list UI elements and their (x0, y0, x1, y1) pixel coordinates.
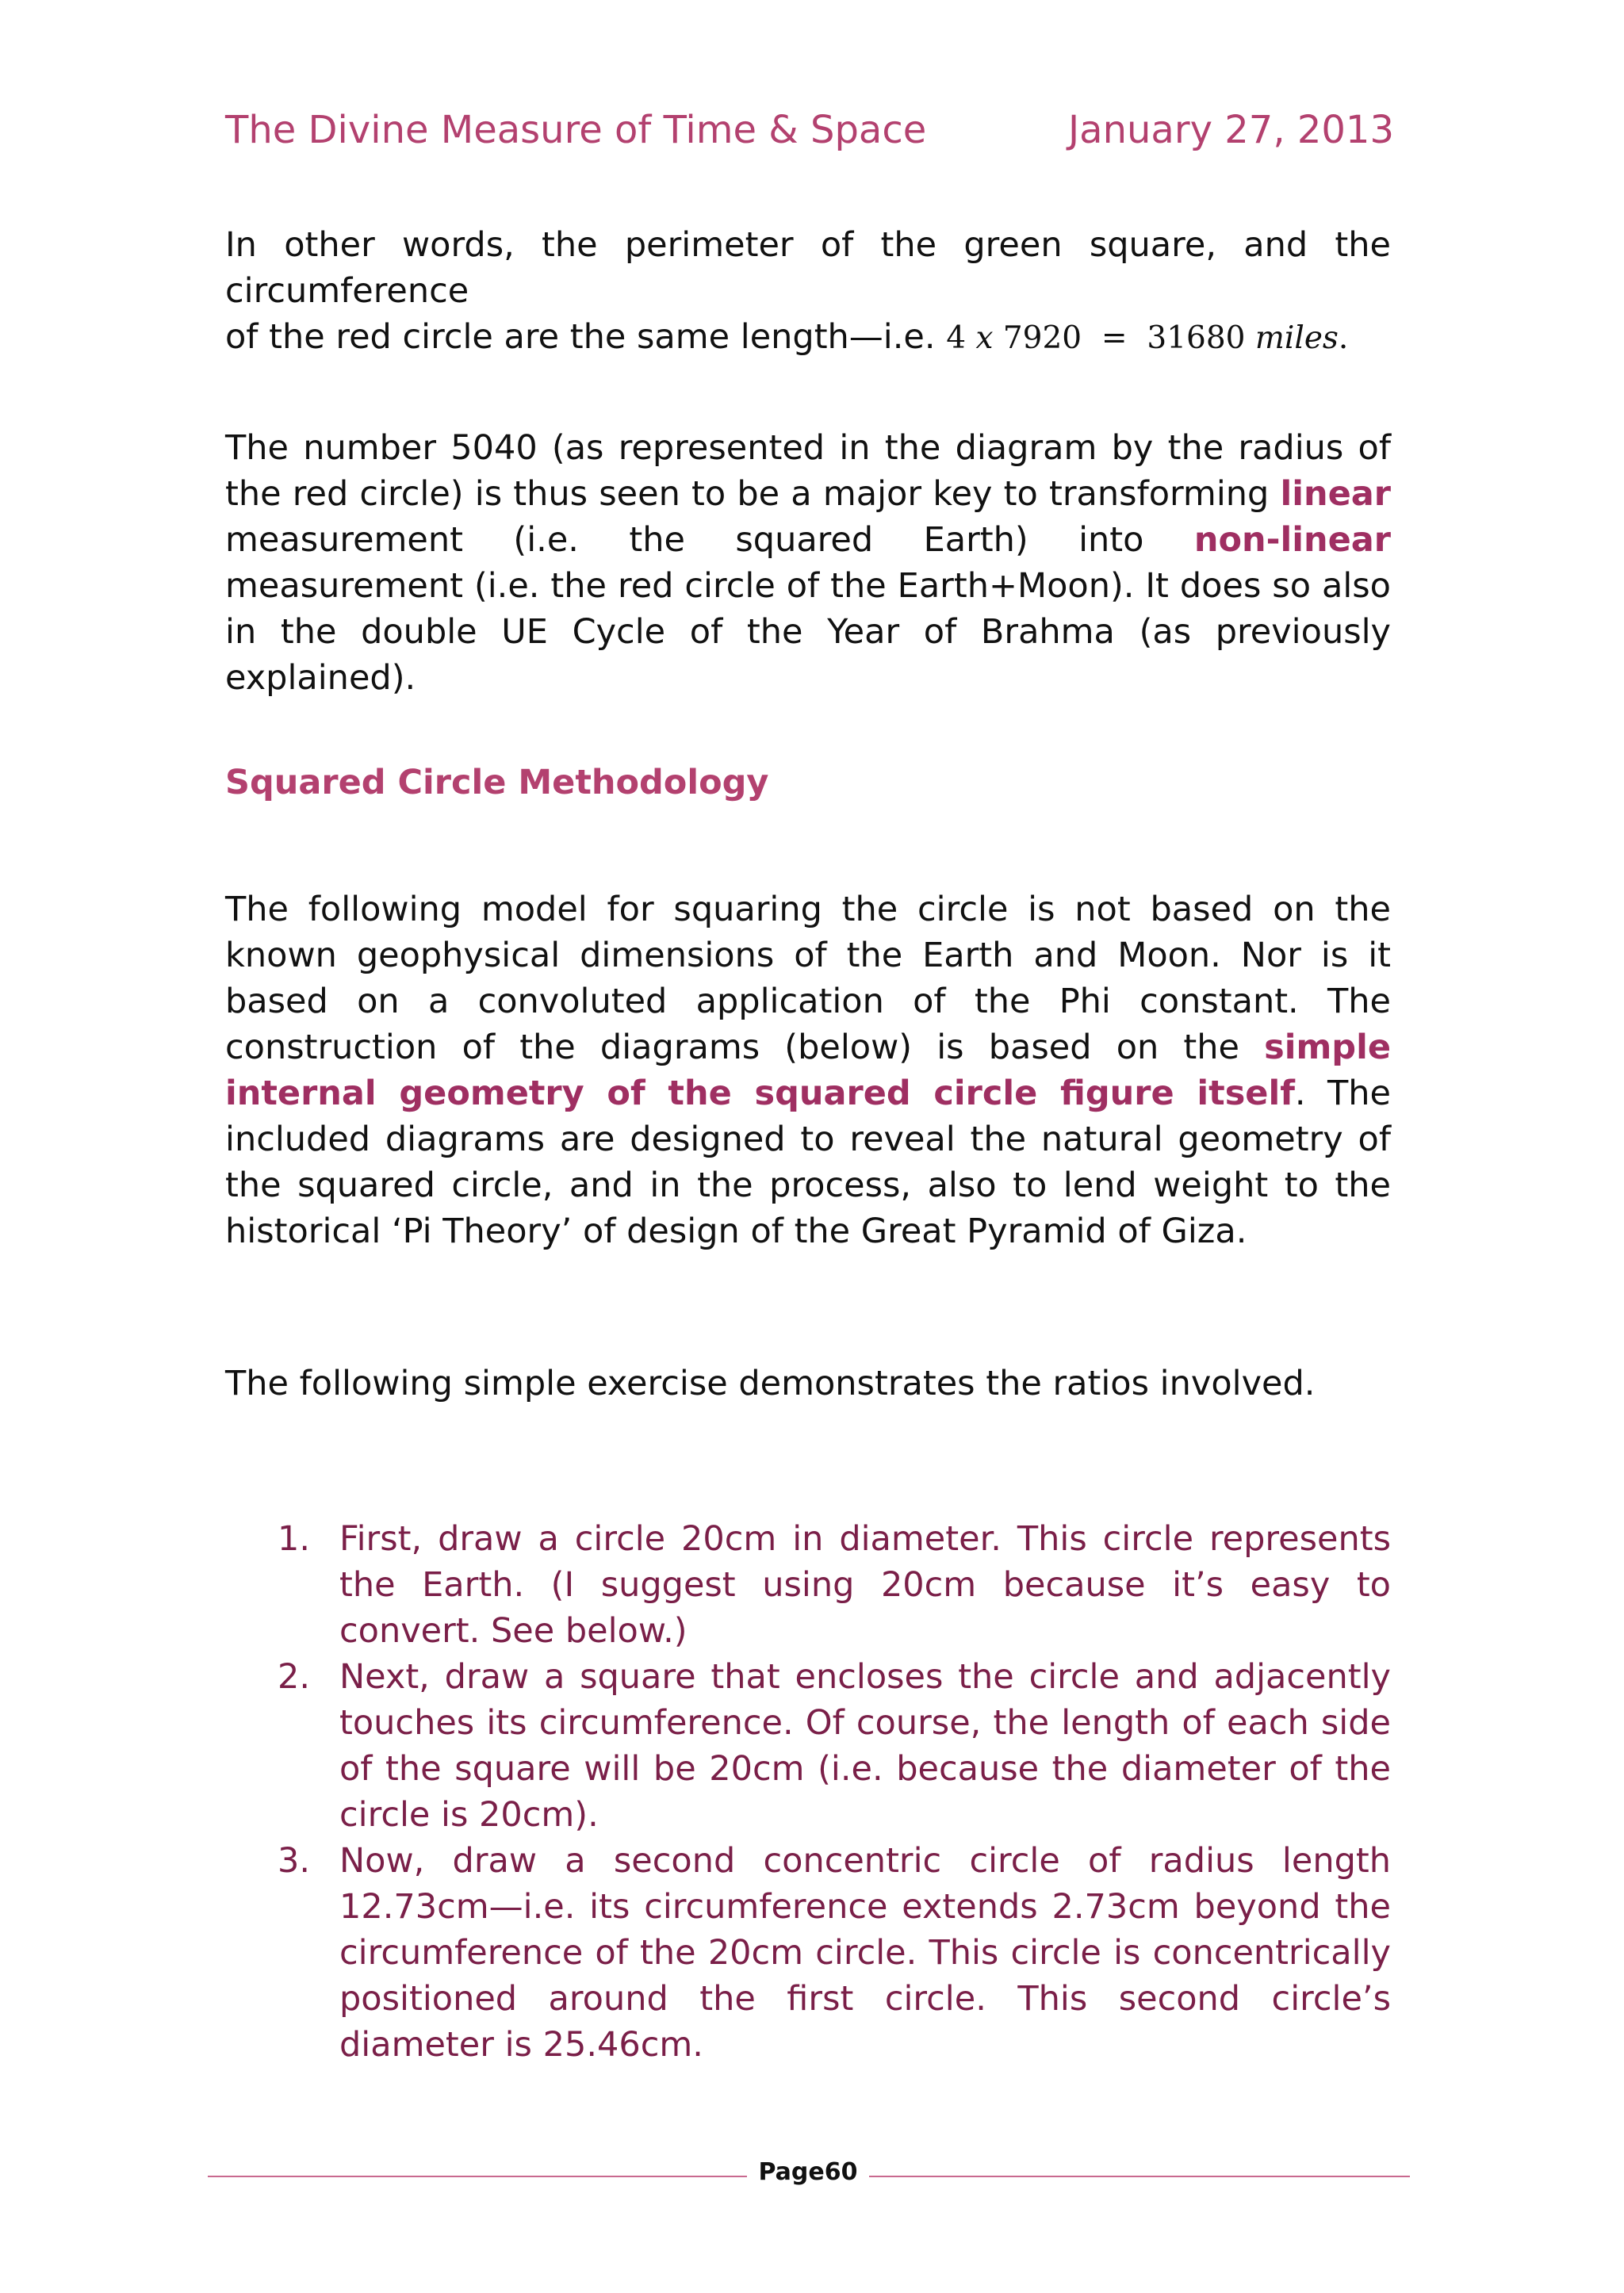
steps-list (278, 1516, 1391, 2068)
paragraph-exercise-intro: The following simple exercise demonstrates the ratios involved. (225, 1364, 1316, 1403)
list-item (278, 1516, 1391, 1654)
paragraph-text: measurement (i.e. the squared Earth) into (225, 520, 1194, 560)
highlight-geometry: simple internal geometry of the squared circle figure itself (225, 1028, 1391, 1113)
section-heading: Squared Circle Methodology (225, 763, 769, 802)
header-date: January 27, 2013 (1068, 108, 1394, 152)
paragraph-line: In other words, the perimeter of the green square, and the circumference (225, 225, 1391, 311)
equation-unit: miles (1254, 320, 1339, 356)
equation-term: 7920 (1002, 320, 1082, 356)
equation-term: 4 (946, 320, 967, 356)
list-item-number: 1. (278, 1519, 311, 1559)
footer-rule-left (208, 2176, 747, 2177)
equation-operator: x (975, 320, 994, 356)
header-title: The Divine Measure of Time & Space (225, 108, 927, 152)
list-item-text: First, draw a circle 20cm in diameter. This circle represents the Earth. (I suggest using 20cm because it’s easy to convert. See below.) (339, 1519, 1391, 1651)
equation (946, 320, 1348, 356)
equation-period: . (1338, 320, 1349, 356)
paragraph-text: The following model for squaring the circle is not based on the known geophysical dimensions of the Earth and Moon. Nor is it based on a convoluted application of the Phi constant. The construction of the diagrams (below) is based on the (225, 890, 1391, 1067)
paragraph-line (225, 314, 1391, 362)
paragraph-text: measurement (i.e. the red circle of the Earth+Moon). It does so also in the double UE Cycle of the Year of Brahma (as previously explained). (225, 566, 1391, 698)
list-item-number: 3. (278, 1841, 311, 1881)
paragraph-methodology (225, 886, 1391, 1254)
paragraph-text: of the red circle are the same length—i.e. (225, 317, 936, 357)
highlight-linear: linear (1280, 474, 1391, 514)
paragraph-perimeter (225, 222, 1391, 362)
footer-rule-right (869, 2176, 1410, 2177)
highlight-non-linear: non-linear (1193, 520, 1391, 560)
paragraph-text: The number 5040 (as represented in the diagram by the radius of the red circle) is thus seen to be a major key to transforming (225, 428, 1391, 514)
page-number: Page60 (758, 2158, 858, 2186)
equation-result: 31680 (1147, 320, 1246, 356)
paragraph-text: . The included diagrams are designed to reveal the natural geometry of the squared circle, and in the process, also to lend weight to the historical ‘Pi Theory’ of design of the Great Pyramid of Giza. (225, 1074, 1392, 1251)
list-item-text: Next, draw a square that encloses the circle and adjacently touches its circumference. Of course, the length of each side of the square will be 20cm (i.e. because the diameter of the circle is 20cm). (339, 1657, 1391, 1835)
paragraph-5040 (225, 425, 1391, 701)
list-item (278, 1654, 1391, 1838)
list-item-number: 2. (278, 1657, 311, 1697)
equation-equals: = (1101, 320, 1128, 356)
list-item (278, 1838, 1391, 2068)
list-item-text: Now, draw a second concentric circle of radius length 12.73cm—i.e. its circumference extends 2.73cm beyond the circumference of the 20cm circle. This circle is concentrically positioned around the first circle. This second circle’s diameter is 25.46cm. (339, 1841, 1391, 2065)
